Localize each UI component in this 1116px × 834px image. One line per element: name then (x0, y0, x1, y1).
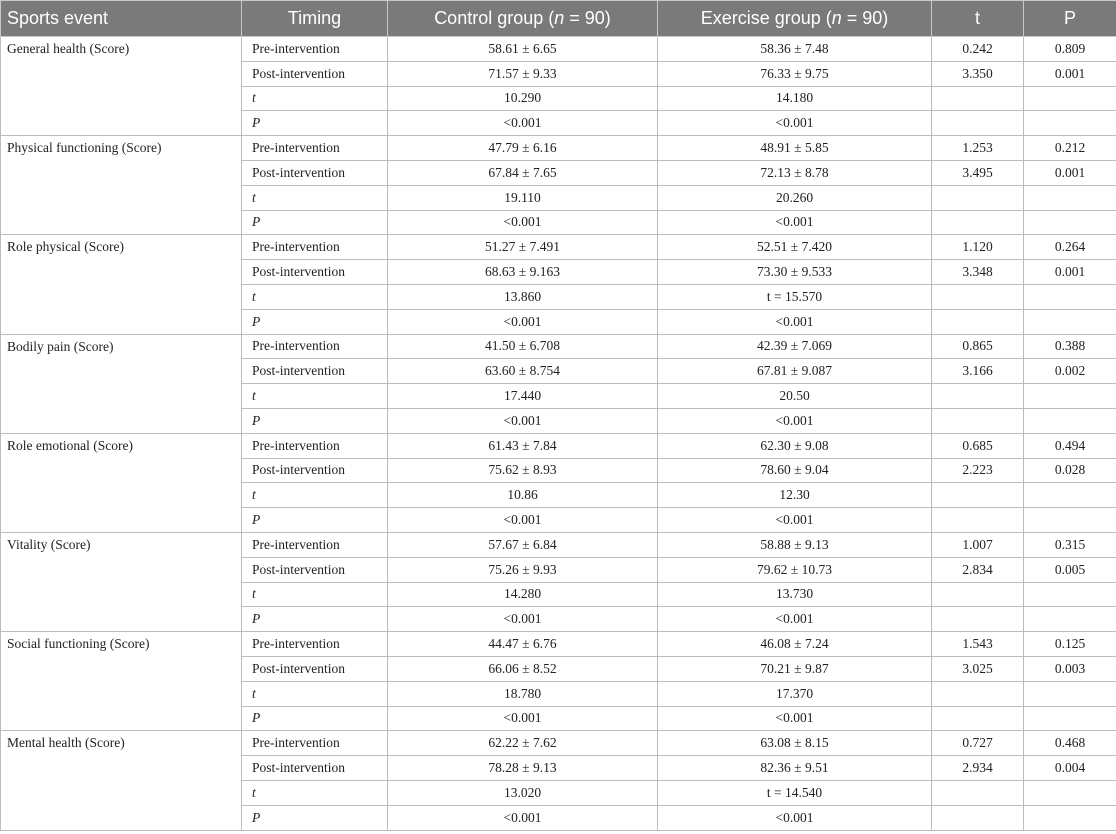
exercise-cell: <0.001 (658, 309, 932, 334)
control-cell: <0.001 (388, 210, 658, 235)
p-cell (1024, 408, 1116, 433)
t-cell (932, 483, 1024, 508)
t-cell: 1.253 (932, 136, 1024, 161)
exercise-cell: 42.39 ± 7.069 (658, 334, 932, 359)
control-cell: <0.001 (388, 309, 658, 334)
p-cell: 0.028 (1024, 458, 1116, 483)
exercise-cell: 13.730 (658, 582, 932, 607)
t-cell (932, 805, 1024, 830)
header-exercise-group (658, 1, 932, 37)
p-cell: 0.003 (1024, 656, 1116, 681)
t-cell: 2.834 (932, 557, 1024, 582)
timing-cell: Post-intervention (242, 656, 388, 681)
timing-cell: Post-intervention (242, 260, 388, 285)
table-row (1, 37, 1116, 62)
p-cell: 0.468 (1024, 731, 1116, 756)
header-sports-event: Sports event (1, 1, 242, 37)
header-control-n: n (554, 8, 565, 28)
control-cell: 17.440 (388, 384, 658, 409)
timing-cell: t (242, 284, 388, 309)
exercise-cell: <0.001 (658, 706, 932, 731)
control-cell: 41.50 ± 6.708 (388, 334, 658, 359)
control-cell: 13.860 (388, 284, 658, 309)
t-cell: 2.223 (932, 458, 1024, 483)
exercise-cell: 79.62 ± 10.73 (658, 557, 932, 582)
timing-cell: P (242, 706, 388, 731)
exercise-cell: <0.001 (658, 111, 932, 136)
t-cell (932, 185, 1024, 210)
exercise-cell: 67.81 ± 9.087 (658, 359, 932, 384)
control-cell: 10.86 (388, 483, 658, 508)
sports-event-cell: Physical functioning (Score) (1, 136, 242, 235)
control-cell: 44.47 ± 6.76 (388, 632, 658, 657)
control-cell: 13.020 (388, 780, 658, 805)
p-cell: 0.004 (1024, 756, 1116, 781)
t-cell (932, 210, 1024, 235)
header-row (1, 1, 1116, 37)
p-cell: 0.264 (1024, 235, 1116, 260)
sports-event-cell: Vitality (Score) (1, 532, 242, 631)
header-timing: Timing (242, 1, 388, 37)
control-cell: <0.001 (388, 508, 658, 533)
table-row (1, 433, 1116, 458)
p-cell (1024, 309, 1116, 334)
t-cell: 0.242 (932, 37, 1024, 62)
exercise-cell: <0.001 (658, 210, 932, 235)
p-cell (1024, 384, 1116, 409)
control-cell: 75.26 ± 9.93 (388, 557, 658, 582)
timing-cell: Post-intervention (242, 160, 388, 185)
t-cell (932, 309, 1024, 334)
p-cell: 0.005 (1024, 557, 1116, 582)
exercise-cell: 12.30 (658, 483, 932, 508)
exercise-cell: 73.30 ± 9.533 (658, 260, 932, 285)
exercise-cell: <0.001 (658, 508, 932, 533)
t-cell: 3.166 (932, 359, 1024, 384)
control-cell: 18.780 (388, 681, 658, 706)
table-row (1, 532, 1116, 557)
p-cell (1024, 681, 1116, 706)
t-cell: 3.495 (932, 160, 1024, 185)
t-cell: 1.543 (932, 632, 1024, 657)
control-cell: <0.001 (388, 706, 658, 731)
timing-cell: Post-intervention (242, 458, 388, 483)
t-cell: 1.007 (932, 532, 1024, 557)
t-cell: 0.865 (932, 334, 1024, 359)
timing-cell: t (242, 384, 388, 409)
timing-cell: Pre-intervention (242, 731, 388, 756)
timing-cell: Pre-intervention (242, 632, 388, 657)
p-cell: 0.212 (1024, 136, 1116, 161)
exercise-cell: 20.260 (658, 185, 932, 210)
p-cell (1024, 86, 1116, 111)
sports-event-cell: Role emotional (Score) (1, 433, 242, 532)
timing-cell: t (242, 681, 388, 706)
control-cell: 71.57 ± 9.33 (388, 61, 658, 86)
t-cell: 3.348 (932, 260, 1024, 285)
p-cell: 0.315 (1024, 532, 1116, 557)
exercise-cell: 58.36 ± 7.48 (658, 37, 932, 62)
header-control-prefix: Control group ( (434, 8, 555, 28)
timing-cell: Pre-intervention (242, 136, 388, 161)
timing-cell: Pre-intervention (242, 433, 388, 458)
header-t: t (932, 1, 1024, 37)
table-row (1, 235, 1116, 260)
timing-cell: Post-intervention (242, 557, 388, 582)
table-header (1, 1, 1116, 37)
control-cell: 78.28 ± 9.13 (388, 756, 658, 781)
t-cell (932, 582, 1024, 607)
p-cell (1024, 780, 1116, 805)
p-cell (1024, 210, 1116, 235)
p-cell (1024, 111, 1116, 136)
control-cell: 67.84 ± 7.65 (388, 160, 658, 185)
p-cell: 0.125 (1024, 632, 1116, 657)
t-cell (932, 284, 1024, 309)
t-cell (932, 508, 1024, 533)
header-exercise-prefix: Exercise group ( (700, 8, 832, 28)
table-row (1, 136, 1116, 161)
p-cell (1024, 483, 1116, 508)
timing-cell: t (242, 780, 388, 805)
exercise-cell: 17.370 (658, 681, 932, 706)
control-cell: 62.22 ± 7.62 (388, 731, 658, 756)
sports-event-cell: Bodily pain (Score) (1, 334, 242, 433)
p-cell (1024, 185, 1116, 210)
control-cell: <0.001 (388, 607, 658, 632)
p-cell: 0.001 (1024, 260, 1116, 285)
exercise-cell: 14.180 (658, 86, 932, 111)
control-cell: 61.43 ± 7.84 (388, 433, 658, 458)
t-cell: 3.350 (932, 61, 1024, 86)
control-cell: 68.63 ± 9.163 (388, 260, 658, 285)
exercise-cell: 76.33 ± 9.75 (658, 61, 932, 86)
t-cell (932, 86, 1024, 111)
timing-cell: t (242, 86, 388, 111)
p-cell (1024, 582, 1116, 607)
timing-cell: P (242, 309, 388, 334)
control-cell: 75.62 ± 8.93 (388, 458, 658, 483)
exercise-cell: 52.51 ± 7.420 (658, 235, 932, 260)
control-cell: 51.27 ± 7.491 (388, 235, 658, 260)
timing-cell: t (242, 582, 388, 607)
control-cell: <0.001 (388, 805, 658, 830)
p-cell: 0.001 (1024, 160, 1116, 185)
exercise-cell: 72.13 ± 8.78 (658, 160, 932, 185)
exercise-cell: t = 14.540 (658, 780, 932, 805)
p-cell: 0.002 (1024, 359, 1116, 384)
exercise-cell: 70.21 ± 9.87 (658, 656, 932, 681)
p-cell: 0.388 (1024, 334, 1116, 359)
t-cell: 3.025 (932, 656, 1024, 681)
exercise-cell: <0.001 (658, 805, 932, 830)
sports-event-cell: General health (Score) (1, 37, 242, 136)
timing-cell: Pre-intervention (242, 532, 388, 557)
table-row (1, 632, 1116, 657)
timing-cell: Post-intervention (242, 61, 388, 86)
t-cell (932, 706, 1024, 731)
p-cell: 0.809 (1024, 37, 1116, 62)
t-cell (932, 780, 1024, 805)
control-cell: <0.001 (388, 408, 658, 433)
header-exercise-n: n (831, 8, 842, 28)
header-p: P (1024, 1, 1116, 37)
timing-cell: P (242, 111, 388, 136)
table-row (1, 334, 1116, 359)
t-cell: 0.727 (932, 731, 1024, 756)
t-cell: 0.685 (932, 433, 1024, 458)
exercise-cell: 62.30 ± 9.08 (658, 433, 932, 458)
control-cell: 66.06 ± 8.52 (388, 656, 658, 681)
timing-cell: Pre-intervention (242, 235, 388, 260)
exercise-cell: t = 15.570 (658, 284, 932, 309)
timing-cell: Pre-intervention (242, 37, 388, 62)
timing-cell: Pre-intervention (242, 334, 388, 359)
timing-cell: P (242, 210, 388, 235)
exercise-cell: 48.91 ± 5.85 (658, 136, 932, 161)
timing-cell: P (242, 805, 388, 830)
p-cell (1024, 607, 1116, 632)
control-cell: 57.67 ± 6.84 (388, 532, 658, 557)
t-cell (932, 384, 1024, 409)
timing-cell: P (242, 607, 388, 632)
sports-event-cell: Role physical (Score) (1, 235, 242, 334)
control-cell: 63.60 ± 8.754 (388, 359, 658, 384)
p-cell: 0.494 (1024, 433, 1116, 458)
control-cell: 14.280 (388, 582, 658, 607)
control-cell: 10.290 (388, 86, 658, 111)
t-cell: 2.934 (932, 756, 1024, 781)
exercise-cell: <0.001 (658, 408, 932, 433)
header-control-group (388, 1, 658, 37)
control-cell: 58.61 ± 6.65 (388, 37, 658, 62)
t-cell (932, 111, 1024, 136)
exercise-cell: 20.50 (658, 384, 932, 409)
timing-cell: P (242, 508, 388, 533)
t-cell (932, 408, 1024, 433)
control-cell: 19.110 (388, 185, 658, 210)
table-row (1, 731, 1116, 756)
exercise-cell: 46.08 ± 7.24 (658, 632, 932, 657)
sports-event-cell: Mental health (Score) (1, 731, 242, 830)
p-cell (1024, 706, 1116, 731)
t-cell (932, 681, 1024, 706)
timing-cell: P (242, 408, 388, 433)
exercise-cell: 63.08 ± 8.15 (658, 731, 932, 756)
p-cell: 0.001 (1024, 61, 1116, 86)
control-cell: <0.001 (388, 111, 658, 136)
table-body (1, 37, 1116, 831)
header-control-suffix: = 90) (564, 8, 611, 28)
exercise-cell: 78.60 ± 9.04 (658, 458, 932, 483)
control-cell: 47.79 ± 6.16 (388, 136, 658, 161)
t-cell: 1.120 (932, 235, 1024, 260)
timing-cell: Post-intervention (242, 756, 388, 781)
sports-event-cell: Social functioning (Score) (1, 632, 242, 731)
timing-cell: t (242, 483, 388, 508)
timing-cell: Post-intervention (242, 359, 388, 384)
header-exercise-suffix: = 90) (841, 8, 889, 28)
exercise-cell: 82.36 ± 9.51 (658, 756, 932, 781)
p-cell (1024, 805, 1116, 830)
exercise-cell: <0.001 (658, 607, 932, 632)
p-cell (1024, 284, 1116, 309)
timing-cell: t (242, 185, 388, 210)
t-cell (932, 607, 1024, 632)
p-cell (1024, 508, 1116, 533)
exercise-cell: 58.88 ± 9.13 (658, 532, 932, 557)
